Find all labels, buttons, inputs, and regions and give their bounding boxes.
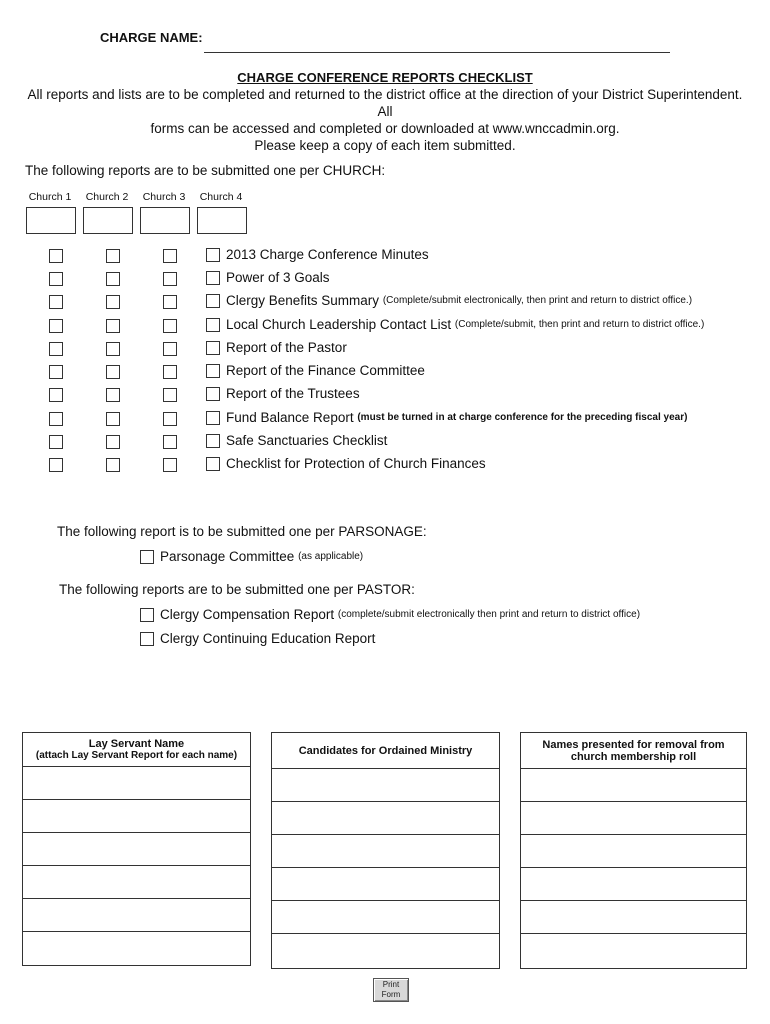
church-2-heading: Church 2 [85, 191, 129, 203]
checklist-item [206, 433, 387, 448]
candidates-heading-title: Candidates for Ordained Ministry [298, 744, 473, 757]
removal-input[interactable] [521, 802, 746, 835]
church-3-checkbox[interactable] [163, 342, 177, 356]
church-4-checkbox[interactable] [206, 294, 220, 308]
lay-servant-heading-title: Lay Servant Name [88, 738, 185, 750]
checklist-item [206, 340, 347, 355]
candidate-input[interactable] [272, 835, 499, 868]
church-3-checkbox[interactable] [163, 249, 177, 263]
item-label: Local Church Leadership Contact List [226, 317, 452, 332]
membership-removal-table [520, 732, 747, 969]
print-button-line-2: Form [381, 990, 401, 999]
church-3-checkbox[interactable] [163, 388, 177, 402]
item-label: Fund Balance Report [226, 410, 354, 425]
church-1-checkbox[interactable] [49, 272, 63, 286]
church-4-checkbox[interactable] [206, 318, 220, 332]
item-label: Parsonage Committee [160, 549, 295, 564]
church-2-checkbox[interactable] [106, 435, 120, 449]
church-3-checkbox[interactable] [163, 412, 177, 426]
checklist-item [206, 386, 360, 401]
lay-servant-input[interactable] [23, 866, 250, 899]
lay-servant-input[interactable] [23, 932, 250, 964]
candidate-input[interactable] [272, 868, 499, 901]
pastor-checkbox[interactable] [140, 608, 154, 622]
item-label: Safe Sanctuaries Checklist [226, 433, 388, 448]
church-1-checkbox[interactable] [49, 458, 63, 472]
church-3-checkbox[interactable] [163, 365, 177, 379]
candidates-table [271, 732, 500, 969]
church-4-checkbox[interactable] [206, 411, 220, 425]
checklist-item [206, 317, 704, 332]
removal-input[interactable] [521, 901, 746, 934]
checklist-item [206, 456, 486, 471]
church-2-checkbox[interactable] [106, 319, 120, 333]
item-label: Report of the Finance Committee [226, 363, 425, 378]
lay-servant-table [22, 732, 251, 966]
church-3-checkbox[interactable] [163, 295, 177, 309]
church-4-checkbox[interactable] [206, 248, 220, 262]
intro-text [22, 86, 748, 154]
pastor-section-intro: The following reports are to be submitted one per PASTOR: [59, 582, 415, 597]
item-label: 2013 Charge Conference Minutes [226, 247, 429, 262]
church-4-checkbox[interactable] [206, 341, 220, 355]
charge-name-field[interactable] [204, 52, 670, 53]
candidate-input[interactable] [272, 934, 499, 967]
lay-servant-input[interactable] [23, 800, 250, 833]
church-1-name-input[interactable] [26, 207, 76, 234]
pastor-item [140, 607, 640, 622]
church-1-checkbox[interactable] [49, 342, 63, 356]
church-3-checkbox[interactable] [163, 458, 177, 472]
print-form-button[interactable] [373, 978, 409, 1002]
church-2-checkbox[interactable] [106, 388, 120, 402]
parsonage-section-intro: The following report is to be submitted one per PARSONAGE: [57, 524, 427, 539]
church-2-name-input[interactable] [83, 207, 133, 234]
charge-name-label: CHARGE NAME: [100, 30, 203, 45]
item-note: (complete/submit electronically then print and return to district office) [337, 609, 641, 620]
page-title: CHARGE CONFERENCE REPORTS CHECKLIST [237, 70, 533, 85]
church-1-checkbox[interactable] [49, 365, 63, 379]
removal-input[interactable] [521, 835, 746, 868]
church-2-checkbox[interactable] [106, 365, 120, 379]
church-2-checkbox[interactable] [106, 295, 120, 309]
parsonage-checkbox[interactable] [140, 550, 154, 564]
church-4-checkbox[interactable] [206, 434, 220, 448]
item-note: (Complete/submit, then print and return to district office.) [454, 319, 705, 330]
candidates-heading [272, 733, 499, 769]
candidate-input[interactable] [272, 769, 499, 802]
church-1-checkbox[interactable] [49, 249, 63, 263]
checklist-item [206, 247, 429, 262]
church-2-checkbox[interactable] [106, 249, 120, 263]
candidate-input[interactable] [272, 901, 499, 934]
item-note: (Complete/submit electronically, then print and return to district office.) [382, 295, 693, 306]
removal-heading-line-2: church membership roll [570, 750, 697, 763]
lay-servant-heading-note: (attach Lay Servant Report for each name) [35, 750, 238, 761]
lay-servant-heading [23, 733, 250, 767]
church-2-checkbox[interactable] [106, 412, 120, 426]
item-note: (must be turned in at charge conference for the preceding fiscal year) [357, 412, 688, 423]
church-4-checkbox[interactable] [206, 364, 220, 378]
lay-servant-input[interactable] [23, 833, 250, 866]
item-label: Power of 3 Goals [226, 270, 330, 285]
removal-input[interactable] [521, 769, 746, 802]
church-3-checkbox[interactable] [163, 319, 177, 333]
church-3-checkbox[interactable] [163, 435, 177, 449]
intro-line-2: forms can be accessed and completed or downloaded at www.wnccadmin.org. [150, 121, 620, 136]
church-2-checkbox[interactable] [106, 342, 120, 356]
church-4-heading: Church 4 [199, 191, 243, 203]
church-1-checkbox[interactable] [49, 412, 63, 426]
item-label: Clergy Compensation Report [160, 607, 335, 622]
intro-line-3: Please keep a copy of each item submitted. [254, 138, 516, 153]
church-4-name-input[interactable] [197, 207, 247, 234]
checklist-item [206, 410, 687, 425]
item-label: Report of the Pastor [226, 340, 347, 355]
candidate-input[interactable] [272, 802, 499, 835]
checklist-item [206, 270, 330, 285]
church-4-checkbox[interactable] [206, 387, 220, 401]
intro-line-1: All reports and lists are to be completed and returned to the district office at the direction of your District Superintendent. All [27, 87, 743, 119]
church-2-checkbox[interactable] [106, 272, 120, 286]
church-1-checkbox[interactable] [49, 435, 63, 449]
church-4-checkbox[interactable] [206, 457, 220, 471]
church-1-checkbox[interactable] [49, 388, 63, 402]
church-3-checkbox[interactable] [163, 272, 177, 286]
parsonage-item [140, 549, 363, 564]
item-label: Clergy Benefits Summary [226, 293, 380, 308]
removal-input[interactable] [521, 934, 746, 967]
removal-heading [521, 733, 746, 769]
church-1-heading: Church 1 [28, 191, 72, 203]
print-button-line-1: Print [382, 980, 400, 989]
church-4-checkbox[interactable] [206, 271, 220, 285]
pastor-checkbox[interactable] [140, 632, 154, 646]
item-label: Report of the Trustees [226, 386, 360, 401]
pastor-item [140, 631, 375, 646]
church-3-name-input[interactable] [140, 207, 190, 234]
item-label: Clergy Continuing Education Report [160, 631, 376, 646]
item-note: (as applicable) [298, 551, 364, 562]
removal-input[interactable] [521, 868, 746, 901]
church-1-checkbox[interactable] [49, 319, 63, 333]
church-1-checkbox[interactable] [49, 295, 63, 309]
checklist-item [206, 363, 425, 378]
item-label: Checklist for Protection of Church Finances [226, 456, 486, 471]
checklist-item [206, 293, 692, 308]
church-2-checkbox[interactable] [106, 458, 120, 472]
lay-servant-input[interactable] [23, 767, 250, 800]
lay-servant-input[interactable] [23, 899, 250, 932]
church-section-intro: The following reports are to be submitted one per CHURCH: [25, 163, 386, 178]
church-3-heading: Church 3 [142, 191, 186, 203]
removal-heading-line-1: Names presented for removal from [542, 738, 725, 751]
